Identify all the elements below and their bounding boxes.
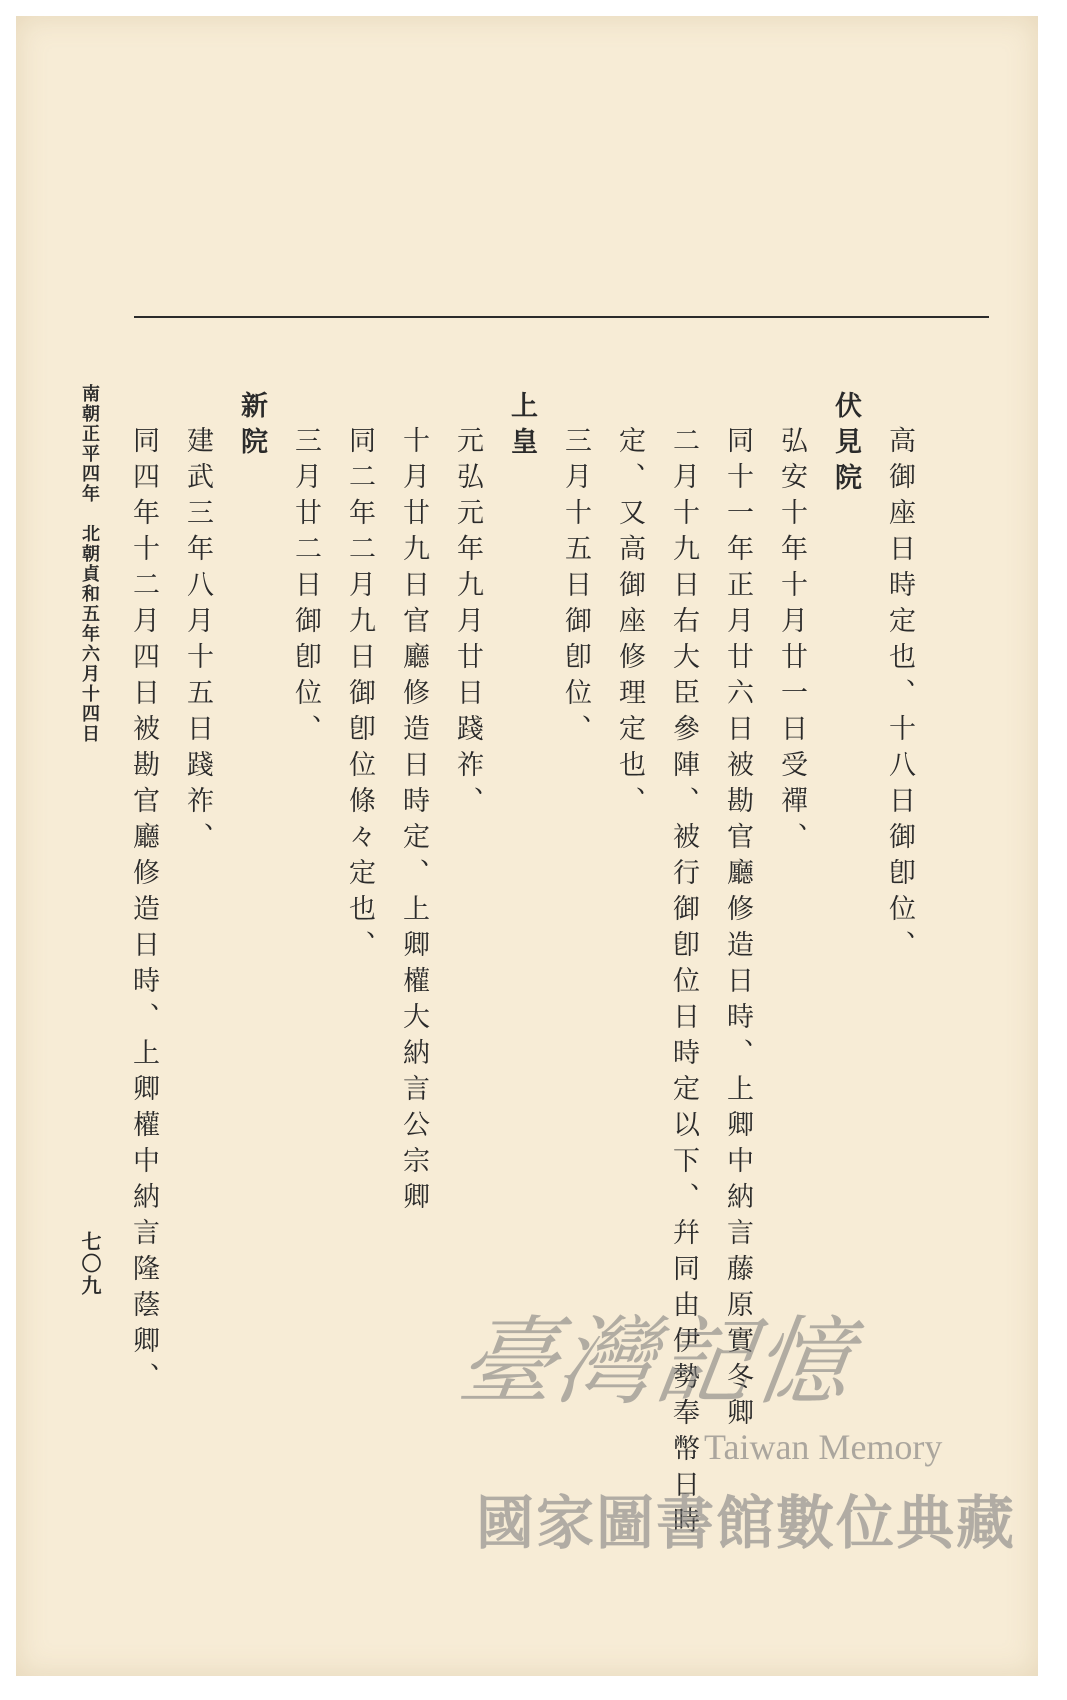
text-column-4: 同十一年正月廿六日被勘官廳修造日時、上卿中納言藤原實冬卿 [722, 426, 753, 1434]
watermark-cursive: 臺灣記憶 [452, 1306, 860, 1418]
text-column-6: 定、又高御座修理定也、 [614, 426, 645, 822]
text-column-5: 二月十九日右大臣參陣、被行御卽位日時定以下、幷同由伊勢奉幣日時 [668, 426, 699, 1542]
watermark-chinese: 國家圖書館數位典藏 [476, 1489, 1017, 1557]
text-column-7: 三月十五日御卽位、 [560, 426, 591, 750]
text-column-11: 同二年二月九日御卽位條々定也、 [344, 426, 375, 966]
text-column-1: 高御座日時定也、十八日御卽位、 [884, 426, 915, 966]
footer-date: 南朝正平四年 北朝貞和五年六月十四日 [79, 384, 100, 744]
text-column-10: 十月廿九日官廳修造日時定、上卿權大納言公宗卿 [398, 426, 429, 1218]
heading-shin-in: 新院 [236, 391, 267, 463]
page-number: 七〇九 [78, 1231, 102, 1297]
heading-joko: 上皇 [506, 391, 537, 463]
text-column-15: 同四年十二月四日被勘官廳修造日時、上卿權中納言隆蔭卿、 [128, 426, 159, 1398]
text-column-9: 元弘元年九月廿日踐祚、 [452, 426, 483, 822]
text-column-14: 建武三年八月十五日踐祚、 [182, 426, 213, 858]
horizontal-rule [134, 316, 989, 318]
document-page [16, 16, 1038, 1676]
text-column-3: 弘安十年十月廿一日受禪、 [776, 426, 807, 858]
heading-fushimi-in: 伏見院 [830, 391, 861, 499]
watermark-english: Taiwan Memory [704, 1427, 943, 1467]
text-column-12: 三月廿二日御卽位、 [290, 426, 321, 750]
